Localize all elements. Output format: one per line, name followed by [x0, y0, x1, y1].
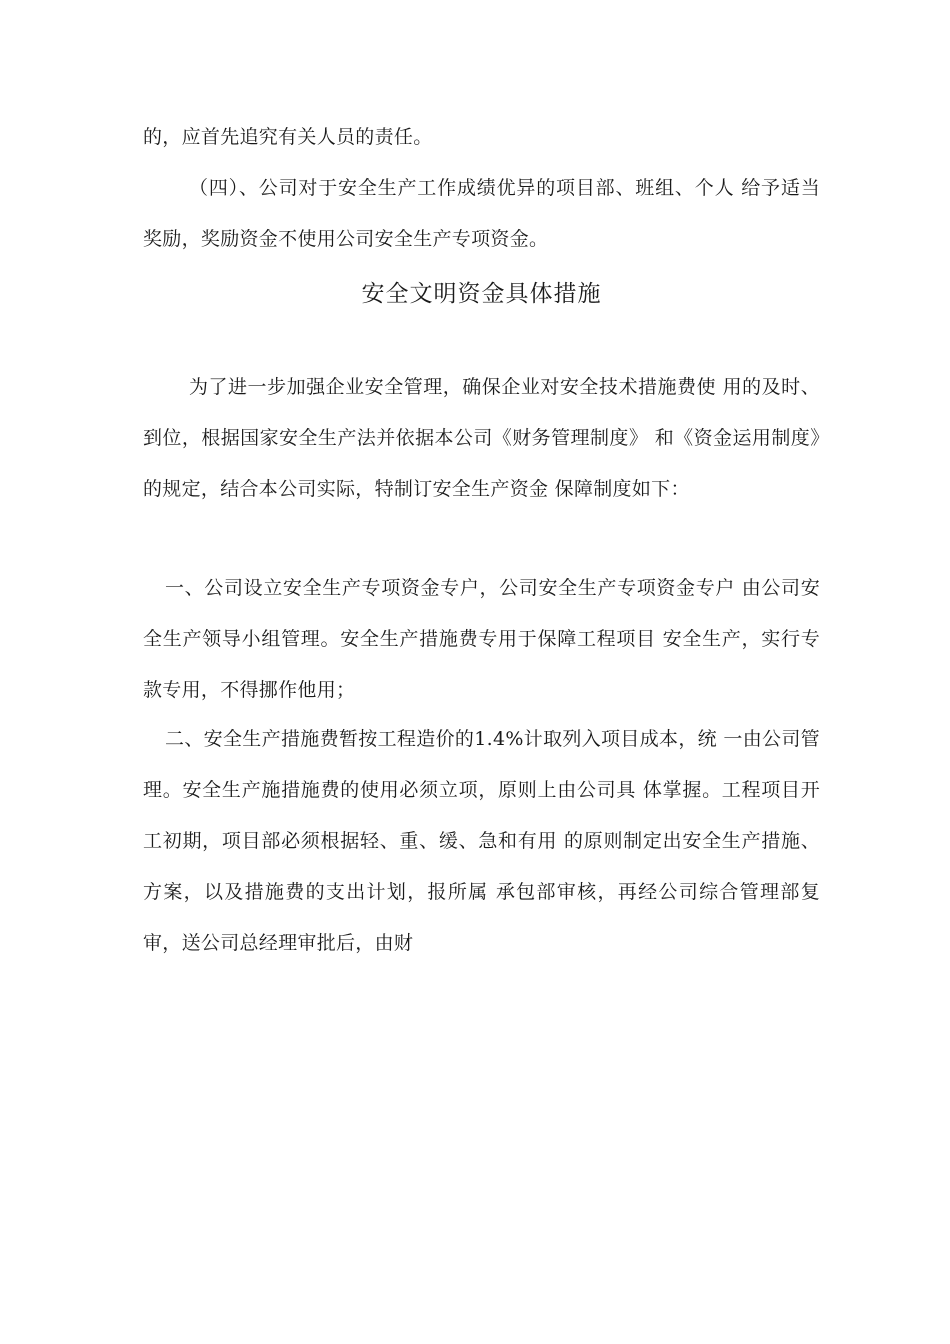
- section-title: 安全文明资金具体措施: [361, 281, 602, 307]
- paragraph-rewards: （四）、公司对于安全生产工作成绩优异的项目部、班组、个人 给予适当奖励，奖励资金不使用公司安全生产专项资金。: [143, 177, 820, 250]
- paragraph-item-one: 一、公司设立安全生产专项资金专户，公司安全生产专项资金专户 由公司安全生产领导小组管理。安全生产措施费专用于保障工程项目 安全生产，实行专款专用，不得挪作他用；: [143, 577, 820, 701]
- paragraph-responsibility: 的，应首先追究有关人员的责任。: [143, 126, 433, 148]
- paragraph-intro: 为了进一步加强企业安全管理，确保企业对安全技术措施费使 用的及时、到位，根据国家安全生产法并依据本公司《财务管理制度》 和《资金运用制度》的规定，结合本公司实际，特制订安全生产资金 保障制度如下：: [143, 376, 820, 500]
- paragraph-item-two: 二、安全生产措施费暂按工程造价的1.4%计取列入项目成本，统 一由公司管理。安全生产施措施费的使用必须立项，原则上由公司具 体掌握。工程项目开工初期，项目部必须根据轻、重、缓、急和有用 的原则制定出安全生产措施、方案，以及措施费的支出计划，报所属 承包部审核，再经公司综合管理部复审，送公司总经理审批后，由财: [143, 728, 820, 954]
